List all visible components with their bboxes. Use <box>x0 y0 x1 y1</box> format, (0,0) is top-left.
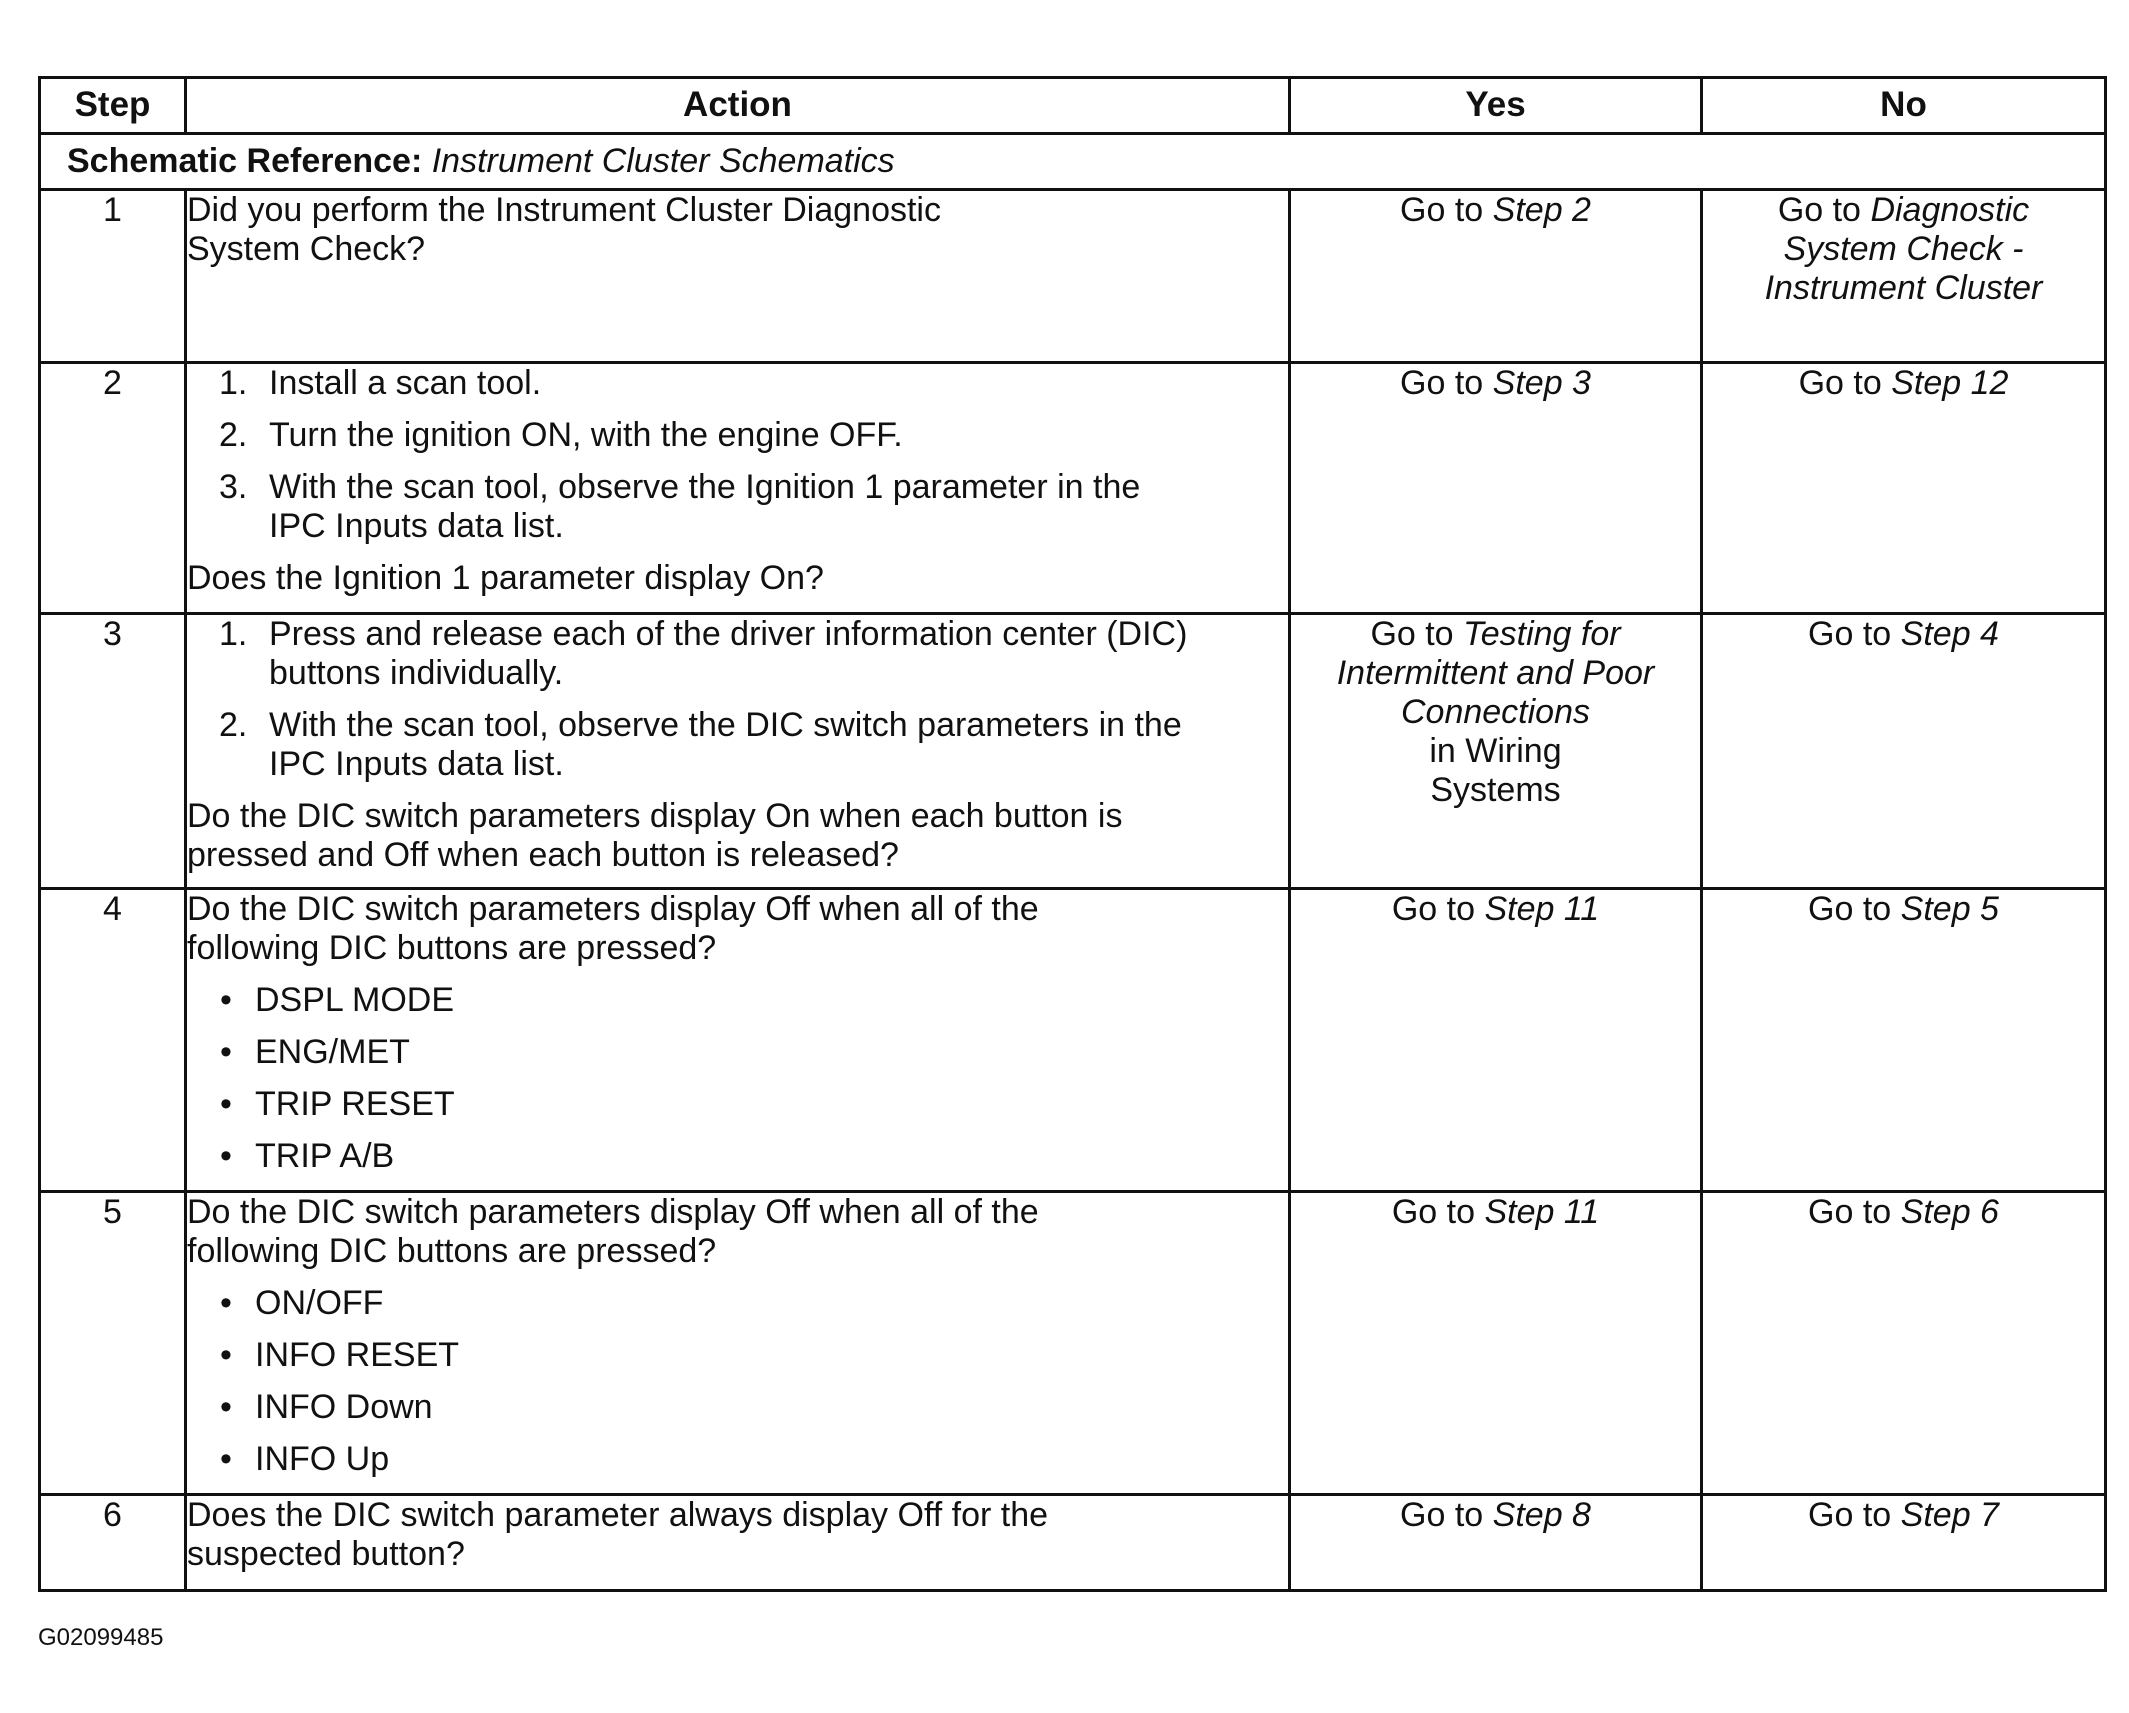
table-row <box>40 363 2106 614</box>
step-number: 2 <box>40 363 186 614</box>
no-result <box>1703 1496 2104 1535</box>
instruction-number: 1. <box>219 364 248 402</box>
button-name: DSPL MODE <box>255 981 455 1020</box>
instruction-text: Install a scan tool. <box>269 364 542 402</box>
yes-result-cell <box>1290 614 1702 889</box>
goto-prefix: Go to <box>1777 191 1861 229</box>
yes-result <box>1291 191 1700 230</box>
bullet-icon: • <box>220 1336 232 1375</box>
instruction-number: 2. <box>219 416 248 455</box>
step-number: 1 <box>40 190 186 363</box>
instruction-text: With the scan tool, observe the DIC switch parameters in the <box>269 706 1182 745</box>
table-row <box>40 614 2106 889</box>
goto-step-link[interactable]: Step 2 <box>1492 191 1591 229</box>
no-result <box>1703 364 2104 403</box>
instruction-item <box>187 706 1288 784</box>
yes-result-cell <box>1290 1192 1702 1495</box>
question-text: Do the DIC switch parameters display Off when all of the <box>187 890 1039 928</box>
goto-step-link[interactable]: Step 5 <box>1900 890 1999 928</box>
question-text: following DIC buttons are pressed? <box>187 929 717 968</box>
instruction-item <box>187 364 1288 403</box>
table-row <box>40 889 2106 1192</box>
goto-prefix: Go to <box>1808 1496 1892 1534</box>
goto-suffix: in Wiring <box>1429 732 1562 771</box>
instruction-number: 1. <box>219 615 248 653</box>
table-header-row <box>40 78 2106 134</box>
no-result <box>1703 890 2104 929</box>
no-result-cell <box>1702 1192 2106 1495</box>
goto-step-link[interactable]: Step 11 <box>1484 890 1600 928</box>
goto-step-link[interactable]: Step 6 <box>1900 1193 1999 1231</box>
goto-step-link[interactable]: Step 8 <box>1492 1496 1591 1534</box>
goto-prefix: Go to <box>1370 615 1454 653</box>
schematic-reference-link[interactable]: Instrument Cluster Schematics <box>431 141 895 180</box>
no-result-cell <box>1702 1495 2106 1591</box>
goto-link[interactable]: Instrument Cluster <box>1764 269 2043 308</box>
bullet-icon: • <box>220 1388 232 1427</box>
goto-step-link[interactable]: Step 3 <box>1492 364 1591 402</box>
yes-result <box>1291 1193 1700 1232</box>
goto-prefix: Go to <box>1391 1193 1476 1231</box>
question-text: Do the DIC switch parameters display Off when all of the <box>187 1193 1039 1231</box>
goto-suffix: Systems <box>1430 771 1561 810</box>
goto-step-link[interactable]: Step 7 <box>1900 1496 1999 1534</box>
button-name: INFO Up <box>255 1440 390 1479</box>
list-item <box>187 1440 1288 1479</box>
yes-result <box>1291 1496 1700 1535</box>
goto-prefix: Go to <box>1400 364 1484 402</box>
goto-step-link[interactable]: Step 12 <box>1891 364 2009 402</box>
diagnostic-table <box>38 76 2107 1592</box>
question-text: Do the DIC switch parameters display On when each button is <box>187 797 1123 836</box>
instruction-text: IPC Inputs data list. <box>269 507 564 546</box>
table-body <box>40 190 2106 1591</box>
question-text: pressed and Off when each button is released? <box>187 836 899 875</box>
step-number: 4 <box>40 889 186 1192</box>
bullet-icon: • <box>220 981 232 1020</box>
question-text: Does the DIC switch parameter always display Off for the <box>187 1496 1049 1534</box>
question-text: Did you perform the Instrument Cluster Diagnostic <box>187 191 941 229</box>
goto-prefix: Go to <box>1391 890 1476 928</box>
goto-step-link[interactable]: Step 4 <box>1900 615 1999 653</box>
button-list <box>187 1284 1288 1479</box>
instruction-text: Turn the ignition ON, with the engine OFF. <box>269 416 903 455</box>
numbered-instructions <box>187 615 1288 784</box>
instruction-text: Press and release each of the driver information center (DIC) <box>269 615 1188 653</box>
question-text: System Check? <box>187 230 426 269</box>
schematic-reference-row <box>40 134 2106 190</box>
list-item <box>187 1284 1288 1323</box>
schematic-reference-label: Schematic Reference: <box>67 141 423 180</box>
yes-result-cell <box>1290 889 1702 1192</box>
yes-result <box>1291 890 1700 929</box>
figure-id: G02099485 <box>38 1624 164 1651</box>
instruction-number: 2. <box>219 706 248 745</box>
action-cell <box>186 1192 1290 1495</box>
yes-result-cell <box>1290 1495 1702 1591</box>
action-cell <box>186 190 1290 363</box>
list-item <box>187 1085 1288 1124</box>
instruction-text: With the scan tool, observe the Ignition 1 parameter in the <box>269 468 1141 507</box>
question-text: following DIC buttons are pressed? <box>187 1232 717 1271</box>
bullet-icon: • <box>220 1085 232 1124</box>
goto-step-link[interactable]: Step 11 <box>1484 1193 1600 1231</box>
question-text: suspected button? <box>187 1535 465 1574</box>
question-text: Does the Ignition 1 parameter display On? <box>187 559 824 598</box>
header-yes: Yes <box>1290 78 1702 134</box>
no-result-cell <box>1702 363 2106 614</box>
header-action: Action <box>186 78 1290 134</box>
table-row <box>40 1495 2106 1591</box>
list-item <box>187 1388 1288 1427</box>
list-item <box>187 1336 1288 1375</box>
step-number: 6 <box>40 1495 186 1591</box>
goto-link[interactable]: Connections <box>1400 693 1590 732</box>
bullet-icon: • <box>220 1033 232 1072</box>
button-name: INFO Down <box>255 1388 433 1427</box>
yes-result <box>1291 615 1700 654</box>
no-result-cell <box>1702 889 2106 1192</box>
bullet-icon: • <box>220 1137 232 1176</box>
action-cell <box>186 1495 1290 1591</box>
no-result <box>1703 191 2104 230</box>
list-item <box>187 1033 1288 1072</box>
goto-prefix: Go to <box>1798 364 1882 402</box>
goto-link[interactable]: System Check - <box>1783 230 2024 269</box>
button-list <box>187 981 1288 1176</box>
yes-result <box>1291 364 1700 403</box>
goto-prefix: Go to <box>1400 191 1484 229</box>
schematic-reference-cell <box>40 134 2106 190</box>
button-name: ON/OFF <box>255 1284 384 1323</box>
button-name: TRIP A/B <box>255 1137 395 1176</box>
instruction-text: buttons individually. <box>269 654 564 693</box>
action-cell <box>186 614 1290 889</box>
no-result <box>1703 1193 2104 1232</box>
no-result <box>1703 615 2104 654</box>
action-cell <box>186 363 1290 614</box>
button-name: INFO RESET <box>255 1336 460 1375</box>
no-result-cell <box>1702 614 2106 889</box>
list-item <box>187 981 1288 1020</box>
header-no: No <box>1702 78 2106 134</box>
instruction-text: IPC Inputs data list. <box>269 745 564 784</box>
table-row <box>40 1192 2106 1495</box>
yes-result-cell <box>1290 190 1702 363</box>
button-name: ENG/MET <box>255 1033 410 1072</box>
instruction-item <box>187 416 1288 455</box>
instruction-item <box>187 615 1288 693</box>
button-name: TRIP RESET <box>255 1085 455 1124</box>
instruction-number: 3. <box>219 468 248 507</box>
table-row <box>40 190 2106 363</box>
bullet-icon: • <box>220 1440 232 1479</box>
goto-link[interactable]: Diagnostic <box>1870 191 2030 229</box>
instruction-item <box>187 468 1288 546</box>
numbered-instructions <box>187 364 1288 546</box>
goto-link[interactable]: Testing for <box>1463 615 1621 653</box>
step-number: 5 <box>40 1192 186 1495</box>
bullet-icon: • <box>220 1284 232 1323</box>
goto-prefix: Go to <box>1808 1193 1892 1231</box>
goto-prefix: Go to <box>1400 1496 1484 1534</box>
step-number: 3 <box>40 614 186 889</box>
goto-prefix: Go to <box>1808 890 1892 928</box>
list-item <box>187 1137 1288 1176</box>
goto-prefix: Go to <box>1808 615 1892 653</box>
goto-link[interactable]: Intermittent and Poor <box>1336 654 1655 693</box>
yes-result-cell <box>1290 363 1702 614</box>
no-result-cell <box>1702 190 2106 363</box>
action-cell <box>186 889 1290 1192</box>
header-step: Step <box>40 78 186 134</box>
